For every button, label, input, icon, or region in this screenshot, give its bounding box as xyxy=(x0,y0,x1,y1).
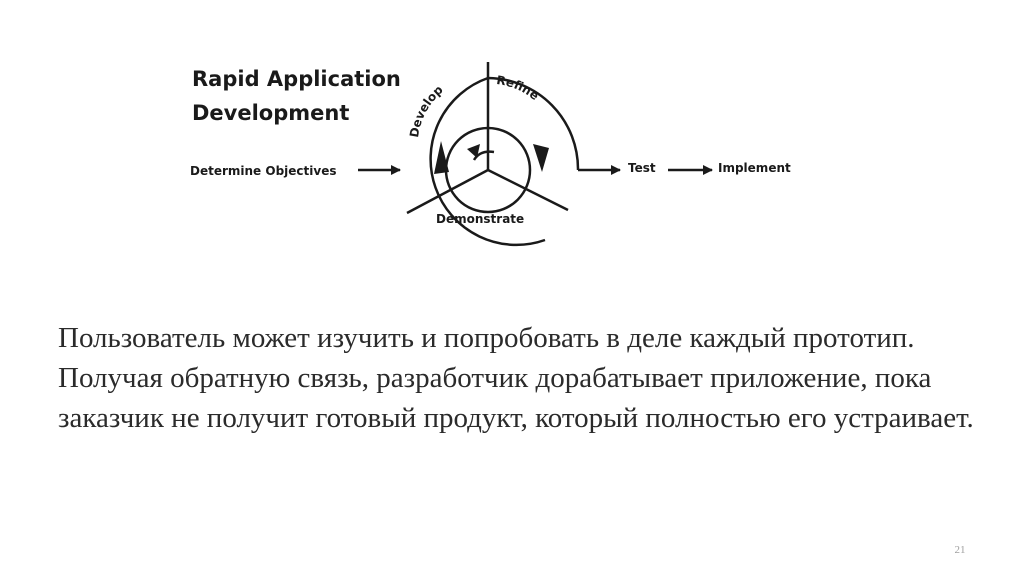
diagram-title-line-2: Development xyxy=(192,101,350,125)
page-number: 21 xyxy=(954,544,966,556)
demonstrate-label: Demonstrate xyxy=(436,212,525,226)
refine-label: Refine xyxy=(495,72,542,103)
diagram-title-line-1: Rapid Application xyxy=(192,67,401,91)
determine-objectives-label: Determine Objectives xyxy=(190,164,337,178)
spoke-right xyxy=(488,170,568,210)
refine-arrowhead xyxy=(533,144,549,172)
test-label: Test xyxy=(628,161,656,175)
body-paragraph: Пользователь может изучить и попробовать в деле каждый прототип. Получая обратную связь, разработчик дорабатывает приложение, пока заказчик не получит готовый продукт, который полностью его устраивает. xyxy=(58,322,974,434)
develop-label: Develop xyxy=(406,82,446,139)
implement-label: Implement xyxy=(718,161,791,175)
